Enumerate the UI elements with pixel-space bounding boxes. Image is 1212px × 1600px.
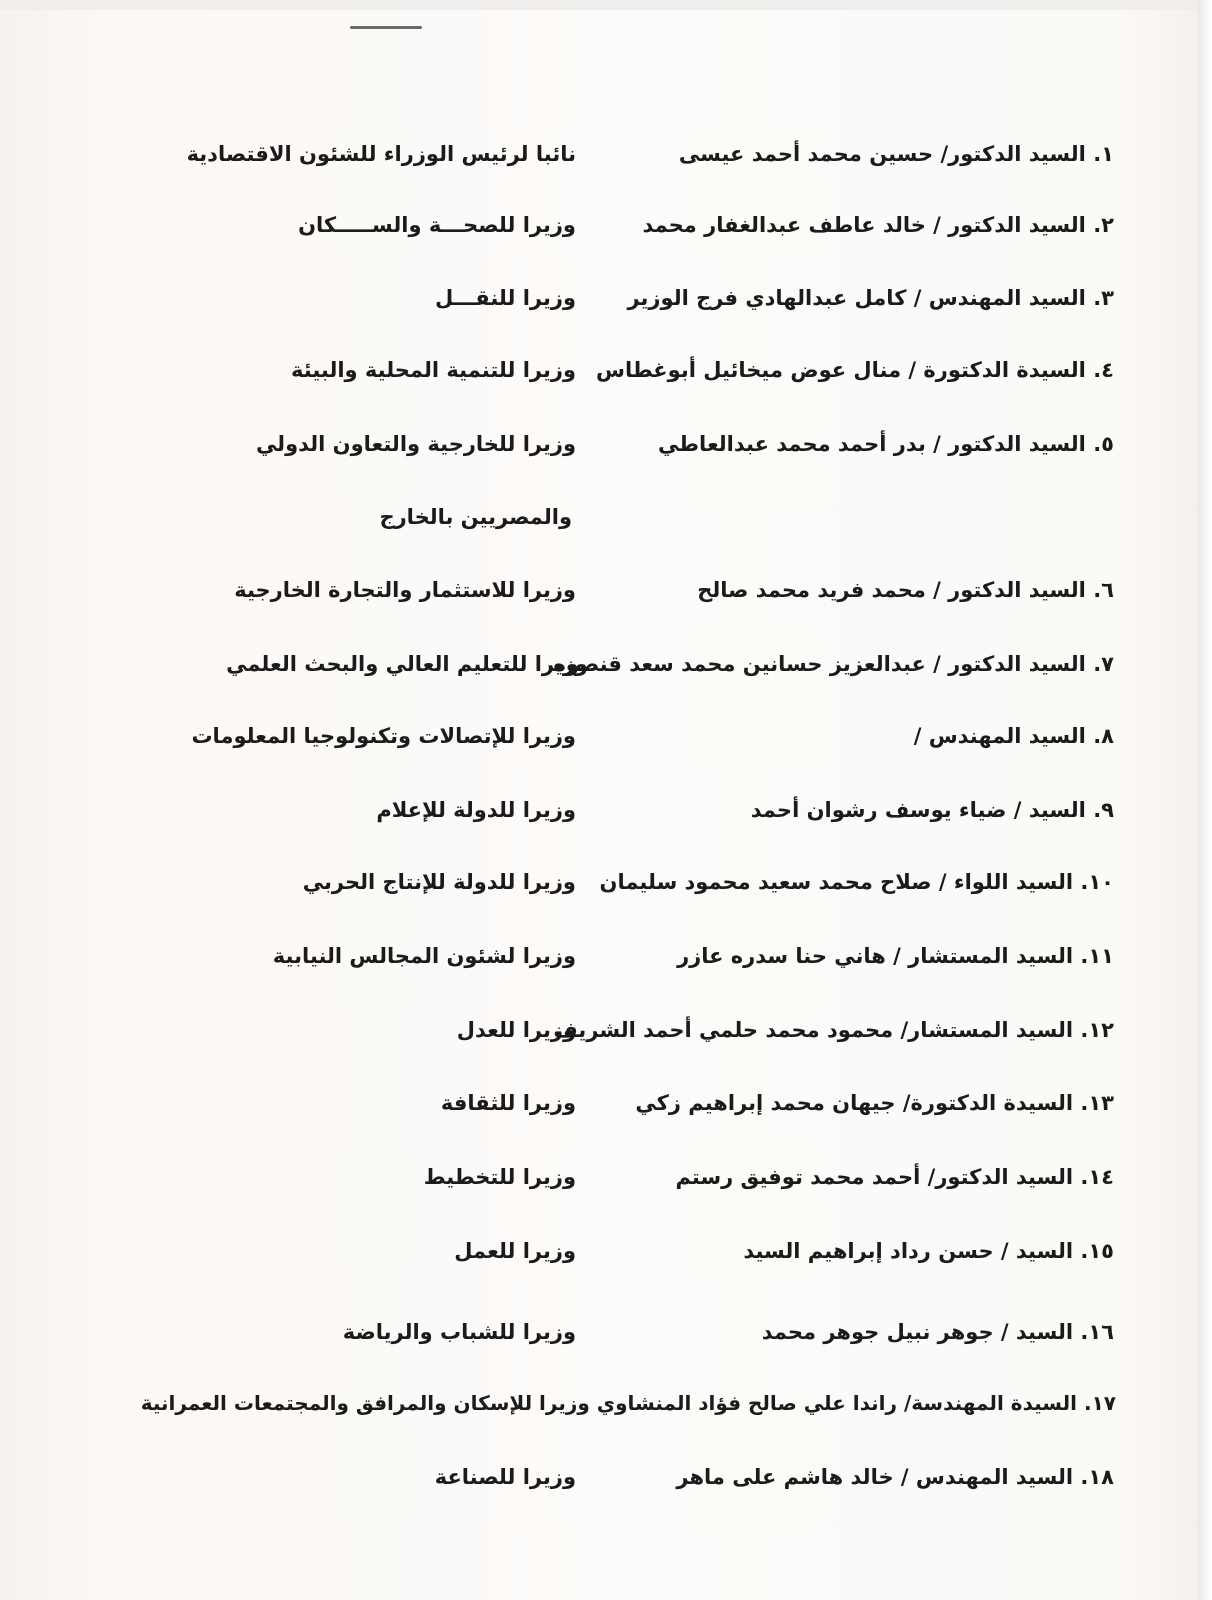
entry-name: ٣. السيد المهندس / كامل عبدالهادي فرج الوزير [627, 286, 1114, 310]
entry-row [0, 1157, 1212, 1197]
entry-role: وزيرا للثقافة [440, 1091, 576, 1115]
entry-row [0, 936, 1212, 976]
entry-name: ٧. السيد الدكتور / عبدالعزيز حسانين محمد سعد قنصوه [553, 652, 1114, 676]
entry-name: ٤. السيدة الدكتورة / منال عوض ميخائيل أبوغطاس [595, 358, 1114, 382]
entry-role: وزيرا للنقـــل [434, 286, 576, 310]
entry-row [0, 424, 1212, 464]
entry-name: ٦. السيد الدكتور / محمد فريد محمد صالح [697, 578, 1114, 602]
entry-row [0, 1383, 1212, 1423]
entry-role: وزيرا للتنمية المحلية والبيئة [291, 358, 576, 382]
entry-name: ٩. السيد / ضياء يوسف رشوان أحمد [750, 798, 1114, 822]
entry-role: وزيرا للعمل [454, 1239, 576, 1263]
entry-role: وزيرا للدولة للإعلام [376, 798, 576, 822]
entry-role: وزيرا للصحـــة والســـــكان [298, 213, 576, 237]
entry-row-continuation [0, 497, 1212, 537]
entry-row [0, 644, 1212, 684]
entry-name: ١١. السيد المستشار / هاني حنا سدره عازر [677, 944, 1114, 968]
entry-row [0, 350, 1212, 390]
entry-name: ١٦. السيد / جوهر نبيل جوهر محمد [761, 1320, 1114, 1344]
entry-row [0, 570, 1212, 610]
entry-name: ٥. السيد الدكتور / بدر أحمد محمد عبدالعاطي [658, 432, 1114, 456]
entry-name: ٢. السيد الدكتور / خالد عاطف عبدالغفار محمد [642, 213, 1114, 237]
entry-row [0, 862, 1212, 902]
entry-name: ١٠. السيد اللواء / صلاح محمد سعيد محمود سليمان [599, 870, 1114, 894]
entry-role: وزيرا للشباب والرياضة [342, 1320, 576, 1344]
entry-name: ٨. السيد المهندس / [913, 724, 1114, 748]
entry-role: وزيرا للخارجية والتعاون الدولي [255, 432, 576, 456]
entry-row [0, 278, 1212, 318]
entry-name: ١٧. السيدة المهندسة/ راندا علي صالح فؤاد المنشاوي وزيرا للإسكان والمرافق والمجتمعات العمرانية [140, 1391, 1116, 1415]
entry-row [0, 1457, 1212, 1497]
entry-role: وزيرا للتعليم العالي والبحث العلمي [226, 652, 588, 676]
header-mark [350, 26, 422, 29]
entry-role: نائبا لرئيس الوزراء للشئون الاقتصادية [186, 142, 576, 166]
entry-role: وزيرا لشئون المجالس النيابية [272, 944, 576, 968]
entry-role: وزيرا للاستثمار والتجارة الخارجية [234, 578, 576, 602]
page-top-edge [0, 0, 1212, 10]
entry-row [0, 1010, 1212, 1050]
entry-role-continuation: والمصريين بالخارج [379, 505, 572, 529]
entry-row [0, 716, 1212, 756]
entry-name: ١٤. السيد الدكتور/ أحمد محمد توفيق رستم [675, 1165, 1114, 1189]
entry-row [0, 205, 1212, 245]
entry-name: ١٣. السيدة الدكتورة/ جيهان محمد إبراهيم زكي [635, 1091, 1114, 1115]
entry-row [0, 1312, 1212, 1352]
entry-name: ١. السيد الدكتور/ حسين محمد أحمد عيسى [678, 142, 1114, 166]
entry-role: وزيرا للصناعة [434, 1465, 576, 1489]
entry-role: وزيرا للتخطيط [423, 1165, 576, 1189]
entry-row [0, 134, 1212, 174]
entry-role: وزيرا للإسكان والمرافق والمجتمعات العمرانية [140, 1391, 590, 1415]
entry-row [0, 1231, 1212, 1271]
entry-role: وزيرا للدولة للإنتاج الحربي [302, 870, 576, 894]
entry-role: وزيرا للإتصالات وتكنولوجيا المعلومات [191, 724, 576, 748]
entry-row [0, 1083, 1212, 1123]
entry-name: ١٢. السيد المستشار/ محمود محمد حلمي أحمد الشريف [553, 1018, 1114, 1042]
entry-role: وزيرا للعدل [456, 1018, 576, 1042]
entry-name: ١٨. السيد المهندس / خالد هاشم على ماهر [676, 1465, 1114, 1489]
entry-row [0, 790, 1212, 830]
entry-name: ١٥. السيد / حسن رداد إبراهيم السيد [743, 1239, 1114, 1263]
